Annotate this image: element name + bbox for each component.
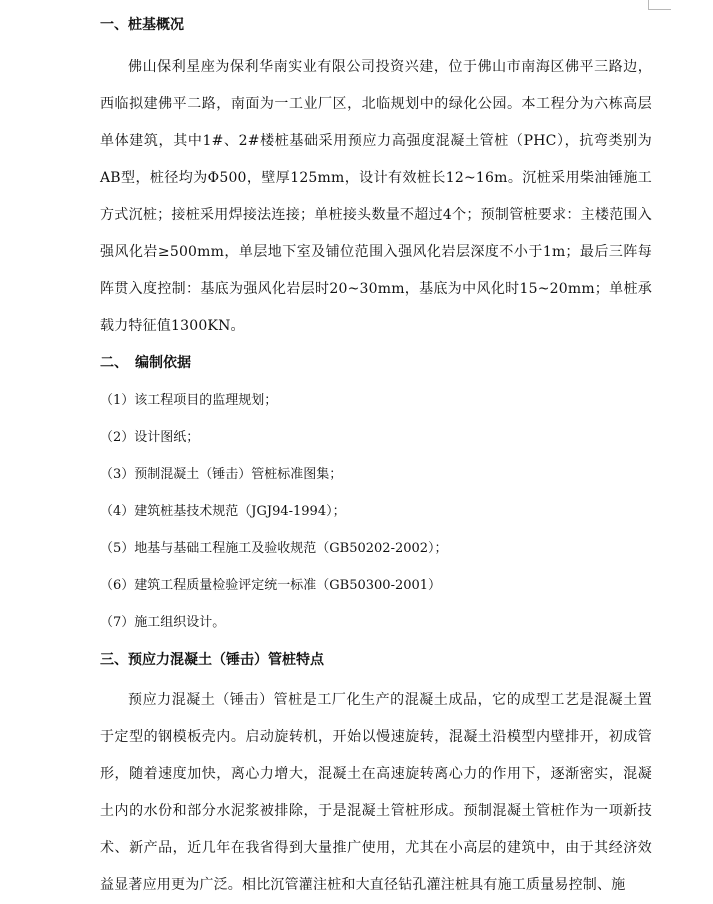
- overview-paragraph: 佛山保利星座为保利华南实业有限公司投资兴建，位于佛山市南海区佛平三路边，西临拟建佛平二路，南面为一工业厂区，北临规划中的绿化公园。本工程分为六栋高层单体建筑，其中1#、2#楼桩基础采用预应力高强度混凝土管桩（PHC），抗弯类别为AB型，桩径均为Φ500，壁厚125mm，设计有效桩长12~16m。沉桩采用柴油锤施工方式沉桩；接桩采用焊接法连接；单桩接头数量不超过4个；预制管桩要求：主楼范围入强风化岩≥500mm，单层地下室及铺位范围入强风化岩层深度不小于1m；最后三阵每阵贯入度控制：基底为强风化岩层时20~30mm，基底为中风化时15~20mm；单桩承载力特征值1300KN。: [100, 59, 652, 334]
- list-item: （4）建筑桩基技术规范（JGJ94-1994）；: [100, 504, 346, 519]
- list-item: （2）设计图纸；: [100, 430, 200, 445]
- document-body: [100, 0, 652, 904]
- section-heading-pile-features: 三、预应力混凝土（锤击）管桩特点: [100, 652, 324, 668]
- pile-features-paragraph: 预应力混凝土（锤击）管桩是工厂化生产的混凝土成品，它的成型工艺是混凝土置于定型的钢模板壳内。启动旋转机，开始以慢速旋转，混凝土沿模型内壁排开，初成管形，随着速度加快，离心力增大，混凝土在高速旋转离心力的作用下，逐渐密实，混凝土内的水份和部分水泥浆被排除，于是混凝土管桩形成。预制混凝土管桩作为一项新技术、新产品，近几年在我省得到大量推广使用，尤其在小高层的建筑中，由于其经济效益显著应用更为广泛。相比沉管灌注桩和大直径钻孔灌注桩具有施工质量易控制、施: [100, 692, 652, 893]
- list-item: （5）地基与基础工程施工及验收规范（GB50202-2002）；: [100, 541, 448, 556]
- list-item: （1）该工程项目的监理规划；: [100, 393, 278, 408]
- section-heading-basis: 二、 编制依据: [100, 355, 191, 371]
- basis-list: [100, 382, 652, 641]
- list-item: （6）建筑工程质量检验评定统一标准（GB50300-2001）: [100, 578, 442, 593]
- section-heading-overview: 一、桩基概况: [100, 17, 184, 33]
- list-item: （7）施工组织设计。: [100, 615, 226, 630]
- list-item: （3）预制混凝土（锤击）管桩标准图集；: [100, 467, 343, 482]
